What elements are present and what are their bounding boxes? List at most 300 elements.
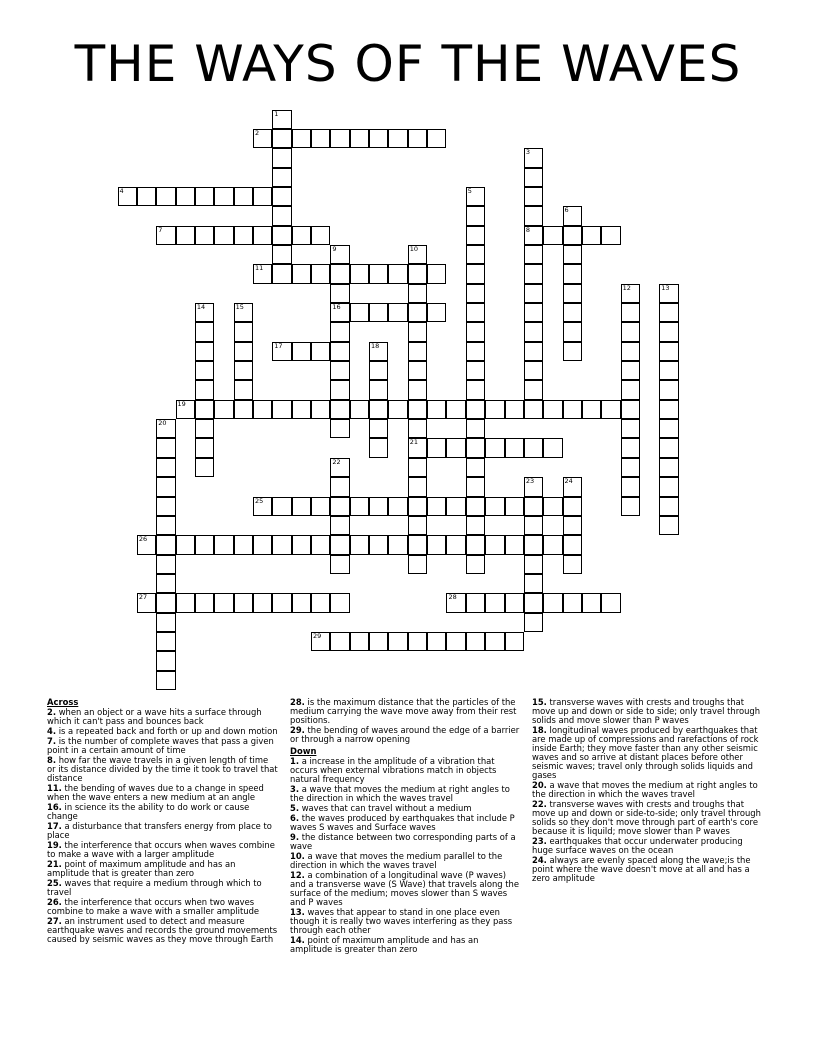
grid-cell[interactable] bbox=[195, 400, 214, 419]
grid-cell[interactable] bbox=[156, 226, 175, 245]
grid-cell[interactable] bbox=[408, 632, 427, 651]
grid-cell[interactable] bbox=[563, 516, 582, 535]
grid-cell[interactable] bbox=[466, 593, 485, 612]
grid-cell[interactable] bbox=[272, 593, 291, 612]
grid-cell[interactable] bbox=[214, 226, 233, 245]
grid-cell[interactable] bbox=[369, 419, 388, 438]
grid-cell[interactable] bbox=[466, 400, 485, 419]
cell-number: 18 bbox=[371, 341, 380, 350]
grid-cell[interactable] bbox=[563, 477, 582, 496]
grid-cell[interactable] bbox=[485, 438, 504, 457]
grid-cell[interactable] bbox=[408, 303, 427, 322]
grid-cell[interactable] bbox=[563, 206, 582, 225]
grid-cell[interactable] bbox=[272, 497, 291, 516]
grid-cell[interactable] bbox=[524, 226, 543, 245]
grid-cell[interactable] bbox=[311, 593, 330, 612]
grid-cell[interactable] bbox=[156, 458, 175, 477]
grid-cell[interactable] bbox=[350, 129, 369, 148]
grid-cell[interactable] bbox=[369, 535, 388, 554]
grid-cell[interactable] bbox=[524, 613, 543, 632]
grid-cell[interactable] bbox=[292, 593, 311, 612]
grid-cell[interactable] bbox=[330, 361, 349, 380]
grid-cell[interactable] bbox=[311, 400, 330, 419]
grid-cell[interactable] bbox=[466, 264, 485, 283]
grid-cell[interactable] bbox=[563, 593, 582, 612]
grid-cell[interactable] bbox=[330, 400, 349, 419]
grid-cell[interactable] bbox=[330, 284, 349, 303]
grid-cell[interactable] bbox=[330, 632, 349, 651]
down-heading: Down bbox=[290, 746, 317, 756]
grid-cell[interactable] bbox=[272, 264, 291, 283]
grid-cell[interactable] bbox=[234, 187, 253, 206]
grid-cell[interactable] bbox=[659, 361, 678, 380]
grid-cell[interactable] bbox=[621, 458, 640, 477]
grid-cell[interactable] bbox=[311, 264, 330, 283]
grid-cell[interactable] bbox=[543, 438, 562, 457]
grid-cell[interactable] bbox=[234, 380, 253, 399]
grid-cell[interactable] bbox=[369, 361, 388, 380]
grid-cell[interactable] bbox=[659, 380, 678, 399]
clue-across-4 bbox=[47, 727, 279, 736]
grid-cell[interactable] bbox=[156, 574, 175, 593]
grid-cell[interactable] bbox=[524, 516, 543, 535]
grid-cell[interactable] bbox=[195, 303, 214, 322]
grid-cell[interactable] bbox=[427, 264, 446, 283]
grid-cell[interactable] bbox=[350, 535, 369, 554]
grid-cell[interactable] bbox=[330, 342, 349, 361]
grid-cell[interactable] bbox=[524, 380, 543, 399]
grid-cell[interactable] bbox=[272, 226, 291, 245]
grid-cell[interactable] bbox=[408, 322, 427, 341]
grid-cell[interactable] bbox=[408, 497, 427, 516]
grid-cell[interactable] bbox=[330, 593, 349, 612]
grid-cell[interactable] bbox=[388, 264, 407, 283]
grid-cell[interactable] bbox=[195, 419, 214, 438]
grid-cell[interactable] bbox=[524, 187, 543, 206]
grid-cell[interactable] bbox=[427, 129, 446, 148]
clue-text: the distance between two corresponding parts of a wave bbox=[290, 832, 516, 851]
grid-cell[interactable] bbox=[330, 516, 349, 535]
grid-cell[interactable] bbox=[156, 671, 175, 690]
grid-cell[interactable] bbox=[350, 303, 369, 322]
grid-cell[interactable] bbox=[253, 226, 272, 245]
grid-cell[interactable] bbox=[369, 400, 388, 419]
grid-cell[interactable] bbox=[524, 555, 543, 574]
grid-cell[interactable] bbox=[156, 438, 175, 457]
grid-cell[interactable] bbox=[272, 342, 291, 361]
grid-cell[interactable] bbox=[408, 361, 427, 380]
grid-cell[interactable] bbox=[195, 380, 214, 399]
grid-cell[interactable] bbox=[272, 535, 291, 554]
grid-cell[interactable] bbox=[524, 400, 543, 419]
grid-cell[interactable] bbox=[485, 400, 504, 419]
grid-cell[interactable] bbox=[369, 380, 388, 399]
grid-cell[interactable] bbox=[485, 535, 504, 554]
grid-cell[interactable] bbox=[466, 497, 485, 516]
grid-cell[interactable] bbox=[524, 168, 543, 187]
grid-cell[interactable] bbox=[524, 303, 543, 322]
grid-cell[interactable] bbox=[582, 593, 601, 612]
grid-cell[interactable] bbox=[446, 400, 465, 419]
clue-number: 3. bbox=[290, 784, 300, 794]
grid-cell[interactable] bbox=[621, 400, 640, 419]
clue-text: a wave that moves the medium parallel to the direction in which the waves travel bbox=[290, 851, 503, 870]
grid-cell[interactable] bbox=[466, 187, 485, 206]
grid-cell[interactable] bbox=[234, 322, 253, 341]
cell-number: 2 bbox=[254, 128, 260, 137]
grid-cell[interactable] bbox=[524, 264, 543, 283]
grid-cell[interactable] bbox=[524, 342, 543, 361]
grid-cell[interactable] bbox=[485, 497, 504, 516]
grid-cell[interactable] bbox=[388, 400, 407, 419]
grid-cell[interactable] bbox=[524, 593, 543, 612]
clue-text: transverse waves with crests and troughs that move up and down or side to side; only travel through solids and move slower than P waves bbox=[532, 697, 761, 725]
clue-number: 13. bbox=[290, 907, 305, 917]
grid-cell[interactable] bbox=[659, 497, 678, 516]
clue-down-12 bbox=[290, 871, 522, 907]
grid-cell[interactable] bbox=[466, 361, 485, 380]
grid-cell[interactable] bbox=[234, 593, 253, 612]
grid-cell[interactable] bbox=[505, 438, 524, 457]
grid-cell[interactable] bbox=[292, 264, 311, 283]
grid-cell[interactable] bbox=[311, 129, 330, 148]
clue-text: waves that can travel without a medium bbox=[301, 803, 472, 813]
grid-cell[interactable] bbox=[137, 187, 156, 206]
grid-cell[interactable] bbox=[214, 535, 233, 554]
grid-cell[interactable] bbox=[505, 593, 524, 612]
grid-cell[interactable] bbox=[408, 458, 427, 477]
grid-cell[interactable] bbox=[563, 342, 582, 361]
grid-cell[interactable] bbox=[408, 380, 427, 399]
grid-cell[interactable] bbox=[446, 497, 465, 516]
grid-cell[interactable] bbox=[388, 535, 407, 554]
grid-cell[interactable] bbox=[330, 419, 349, 438]
grid-cell[interactable] bbox=[446, 535, 465, 554]
grid-cell[interactable] bbox=[234, 342, 253, 361]
grid-cell[interactable] bbox=[234, 303, 253, 322]
grid-cell[interactable] bbox=[427, 535, 446, 554]
grid-cell[interactable] bbox=[272, 148, 291, 167]
grid-cell[interactable] bbox=[524, 438, 543, 457]
grid-cell[interactable] bbox=[466, 322, 485, 341]
grid-cell[interactable] bbox=[563, 400, 582, 419]
grid-cell[interactable] bbox=[621, 380, 640, 399]
grid-cell[interactable] bbox=[330, 535, 349, 554]
grid-cell[interactable] bbox=[156, 477, 175, 496]
grid-cell[interactable] bbox=[466, 438, 485, 457]
grid-cell[interactable] bbox=[621, 361, 640, 380]
grid-cell[interactable] bbox=[466, 206, 485, 225]
grid-cell[interactable] bbox=[195, 226, 214, 245]
grid-cell[interactable] bbox=[563, 284, 582, 303]
grid-cell[interactable] bbox=[156, 651, 175, 670]
grid-cell[interactable] bbox=[195, 187, 214, 206]
grid-cell[interactable] bbox=[388, 497, 407, 516]
grid-cell[interactable] bbox=[272, 400, 291, 419]
grid-cell[interactable] bbox=[156, 187, 175, 206]
grid-cell[interactable] bbox=[195, 535, 214, 554]
grid-cell[interactable] bbox=[156, 613, 175, 632]
grid-cell[interactable] bbox=[330, 245, 349, 264]
grid-cell[interactable] bbox=[253, 593, 272, 612]
grid-cell[interactable] bbox=[176, 593, 195, 612]
grid-cell[interactable] bbox=[621, 477, 640, 496]
grid-cell[interactable] bbox=[563, 322, 582, 341]
grid-cell[interactable] bbox=[563, 264, 582, 283]
grid-cell[interactable] bbox=[350, 400, 369, 419]
grid-cell[interactable] bbox=[214, 593, 233, 612]
clue-number: 28. bbox=[290, 697, 305, 707]
grid-cell[interactable] bbox=[408, 342, 427, 361]
grid-cell[interactable] bbox=[601, 400, 620, 419]
grid-cell[interactable] bbox=[543, 400, 562, 419]
grid-cell[interactable] bbox=[253, 497, 272, 516]
grid-cell[interactable] bbox=[621, 322, 640, 341]
grid-cell[interactable] bbox=[543, 535, 562, 554]
cell-number: 5 bbox=[467, 186, 472, 195]
grid-cell[interactable] bbox=[524, 535, 543, 554]
grid-cell[interactable] bbox=[427, 400, 446, 419]
grid-cell[interactable] bbox=[659, 342, 678, 361]
grid-cell[interactable] bbox=[466, 245, 485, 264]
grid-cell[interactable] bbox=[466, 342, 485, 361]
grid-cell[interactable] bbox=[466, 380, 485, 399]
grid-cell[interactable] bbox=[563, 303, 582, 322]
grid-cell[interactable] bbox=[524, 245, 543, 264]
grid-cell[interactable] bbox=[524, 148, 543, 167]
grid-cell[interactable] bbox=[427, 303, 446, 322]
grid-cell[interactable] bbox=[350, 264, 369, 283]
grid-cell[interactable] bbox=[330, 129, 349, 148]
grid-cell[interactable] bbox=[621, 284, 640, 303]
grid-cell[interactable] bbox=[466, 458, 485, 477]
grid-cell[interactable] bbox=[369, 342, 388, 361]
grid-cell[interactable] bbox=[195, 438, 214, 457]
grid-cell[interactable] bbox=[330, 380, 349, 399]
grid-cell[interactable] bbox=[388, 129, 407, 148]
grid-cell[interactable] bbox=[176, 400, 195, 419]
grid-cell[interactable] bbox=[659, 419, 678, 438]
grid-cell[interactable] bbox=[659, 458, 678, 477]
grid-cell[interactable] bbox=[369, 303, 388, 322]
grid-cell[interactable] bbox=[234, 361, 253, 380]
grid-cell[interactable] bbox=[466, 226, 485, 245]
grid-cell[interactable] bbox=[272, 245, 291, 264]
grid-cell[interactable] bbox=[466, 535, 485, 554]
cell-number: 4 bbox=[119, 186, 124, 195]
grid-cell[interactable] bbox=[543, 497, 562, 516]
grid-cell[interactable] bbox=[292, 129, 311, 148]
grid-cell[interactable] bbox=[369, 438, 388, 457]
grid-cell[interactable] bbox=[505, 632, 524, 651]
cell-number: 26 bbox=[138, 535, 148, 544]
grid-cell[interactable] bbox=[272, 129, 291, 148]
grid-cell[interactable] bbox=[408, 245, 427, 264]
grid-cell[interactable] bbox=[408, 555, 427, 574]
grid-cell[interactable] bbox=[427, 632, 446, 651]
grid-cell[interactable] bbox=[466, 419, 485, 438]
grid-cell[interactable] bbox=[446, 593, 465, 612]
grid-cell[interactable] bbox=[427, 497, 446, 516]
grid-cell[interactable] bbox=[505, 535, 524, 554]
grid-cell[interactable] bbox=[408, 516, 427, 535]
grid-cell[interactable] bbox=[563, 245, 582, 264]
grid-cell[interactable] bbox=[253, 264, 272, 283]
grid-cell[interactable] bbox=[659, 303, 678, 322]
grid-cell[interactable] bbox=[485, 632, 504, 651]
grid-cell[interactable] bbox=[311, 632, 330, 651]
grid-cell[interactable] bbox=[408, 419, 427, 438]
grid-cell[interactable] bbox=[505, 497, 524, 516]
grid-cell[interactable] bbox=[659, 322, 678, 341]
grid-cell[interactable] bbox=[118, 187, 137, 206]
grid-cell[interactable] bbox=[195, 361, 214, 380]
grid-cell[interactable] bbox=[446, 438, 465, 457]
grid-cell[interactable] bbox=[621, 497, 640, 516]
clue-number: 5. bbox=[290, 803, 300, 813]
grid-cell[interactable] bbox=[659, 284, 678, 303]
grid-cell[interactable] bbox=[408, 264, 427, 283]
grid-cell[interactable] bbox=[253, 187, 272, 206]
grid-cell[interactable] bbox=[505, 400, 524, 419]
grid-cell[interactable] bbox=[292, 342, 311, 361]
clue-text: in science its the ability to do work or cause change bbox=[47, 802, 250, 821]
grid-cell[interactable] bbox=[156, 516, 175, 535]
grid-cell[interactable] bbox=[524, 361, 543, 380]
grid-cell[interactable] bbox=[311, 497, 330, 516]
grid-cell[interactable] bbox=[330, 322, 349, 341]
grid-cell[interactable] bbox=[524, 206, 543, 225]
grid-cell[interactable] bbox=[311, 226, 330, 245]
grid-cell[interactable] bbox=[156, 593, 175, 612]
grid-cell[interactable] bbox=[466, 284, 485, 303]
grid-cell[interactable] bbox=[408, 129, 427, 148]
grid-cell[interactable] bbox=[156, 555, 175, 574]
grid-cell[interactable] bbox=[524, 477, 543, 496]
grid-cell[interactable] bbox=[137, 593, 156, 612]
grid-cell[interactable] bbox=[466, 632, 485, 651]
clue-number: 23. bbox=[532, 836, 547, 846]
grid-cell[interactable] bbox=[582, 400, 601, 419]
grid-cell[interactable] bbox=[524, 497, 543, 516]
grid-cell[interactable] bbox=[621, 342, 640, 361]
grid-cell[interactable] bbox=[601, 226, 620, 245]
grid-cell[interactable] bbox=[408, 438, 427, 457]
grid-cell[interactable] bbox=[156, 497, 175, 516]
grid-cell[interactable] bbox=[466, 477, 485, 496]
grid-cell[interactable] bbox=[137, 535, 156, 554]
grid-cell[interactable] bbox=[234, 400, 253, 419]
grid-cell[interactable] bbox=[350, 632, 369, 651]
grid-cell[interactable] bbox=[369, 632, 388, 651]
grid-cell[interactable] bbox=[659, 438, 678, 457]
grid-cell[interactable] bbox=[388, 632, 407, 651]
grid-cell[interactable] bbox=[330, 477, 349, 496]
grid-cell[interactable] bbox=[446, 632, 465, 651]
grid-cell[interactable] bbox=[176, 226, 195, 245]
grid-cell[interactable] bbox=[621, 303, 640, 322]
grid-cell[interactable] bbox=[524, 284, 543, 303]
grid-cell[interactable] bbox=[253, 129, 272, 148]
grid-cell[interactable] bbox=[408, 535, 427, 554]
grid-cell[interactable] bbox=[408, 284, 427, 303]
grid-cell[interactable] bbox=[234, 535, 253, 554]
grid-cell[interactable] bbox=[311, 342, 330, 361]
clues-column-1 bbox=[47, 698, 279, 945]
grid-cell[interactable] bbox=[156, 632, 175, 651]
grid-cell[interactable] bbox=[621, 438, 640, 457]
grid-cell[interactable] bbox=[466, 516, 485, 535]
grid-cell[interactable] bbox=[369, 129, 388, 148]
grid-cell[interactable] bbox=[350, 497, 369, 516]
grid-cell[interactable] bbox=[330, 497, 349, 516]
grid-cell[interactable] bbox=[330, 458, 349, 477]
grid-cell[interactable] bbox=[369, 264, 388, 283]
grid-cell[interactable] bbox=[659, 477, 678, 496]
grid-cell[interactable] bbox=[563, 497, 582, 516]
grid-cell[interactable] bbox=[176, 187, 195, 206]
grid-cell[interactable] bbox=[621, 419, 640, 438]
grid-cell[interactable] bbox=[543, 226, 562, 245]
grid-cell[interactable] bbox=[253, 535, 272, 554]
grid-cell[interactable] bbox=[156, 419, 175, 438]
grid-cell[interactable] bbox=[601, 593, 620, 612]
grid-cell[interactable] bbox=[272, 168, 291, 187]
grid-cell[interactable] bbox=[563, 555, 582, 574]
grid-cell[interactable] bbox=[292, 400, 311, 419]
grid-cell[interactable] bbox=[195, 593, 214, 612]
grid-cell[interactable] bbox=[330, 555, 349, 574]
grid-cell[interactable] bbox=[214, 400, 233, 419]
grid-cell[interactable] bbox=[408, 400, 427, 419]
grid-cell[interactable] bbox=[292, 226, 311, 245]
grid-cell[interactable] bbox=[214, 187, 233, 206]
grid-cell[interactable] bbox=[466, 555, 485, 574]
cell-number: 27 bbox=[138, 593, 148, 602]
grid-cell[interactable] bbox=[369, 497, 388, 516]
grid-cell[interactable] bbox=[272, 110, 291, 129]
grid-cell[interactable] bbox=[563, 535, 582, 554]
grid-cell[interactable] bbox=[195, 322, 214, 341]
grid-cell[interactable] bbox=[388, 303, 407, 322]
grid-cell[interactable] bbox=[292, 535, 311, 554]
grid-cell[interactable] bbox=[330, 303, 349, 322]
grid-cell[interactable] bbox=[272, 206, 291, 225]
grid-cell[interactable] bbox=[582, 226, 601, 245]
grid-cell[interactable] bbox=[253, 400, 272, 419]
grid-cell[interactable] bbox=[272, 187, 291, 206]
grid-cell[interactable] bbox=[408, 477, 427, 496]
grid-cell[interactable] bbox=[195, 458, 214, 477]
clue-number: 15. bbox=[532, 697, 547, 707]
grid-cell[interactable] bbox=[543, 593, 562, 612]
grid-cell[interactable] bbox=[659, 400, 678, 419]
grid-cell[interactable] bbox=[524, 322, 543, 341]
grid-cell[interactable] bbox=[330, 264, 349, 283]
grid-cell[interactable] bbox=[234, 226, 253, 245]
grid-cell[interactable] bbox=[195, 342, 214, 361]
grid-cell[interactable] bbox=[466, 303, 485, 322]
grid-cell[interactable] bbox=[176, 535, 195, 554]
grid-cell[interactable] bbox=[156, 535, 175, 554]
grid-cell[interactable] bbox=[311, 535, 330, 554]
grid-cell[interactable] bbox=[292, 497, 311, 516]
grid-cell[interactable] bbox=[659, 516, 678, 535]
grid-cell[interactable] bbox=[427, 438, 446, 457]
grid-cell[interactable] bbox=[524, 574, 543, 593]
grid-cell[interactable] bbox=[485, 593, 504, 612]
grid-cell[interactable] bbox=[563, 226, 582, 245]
